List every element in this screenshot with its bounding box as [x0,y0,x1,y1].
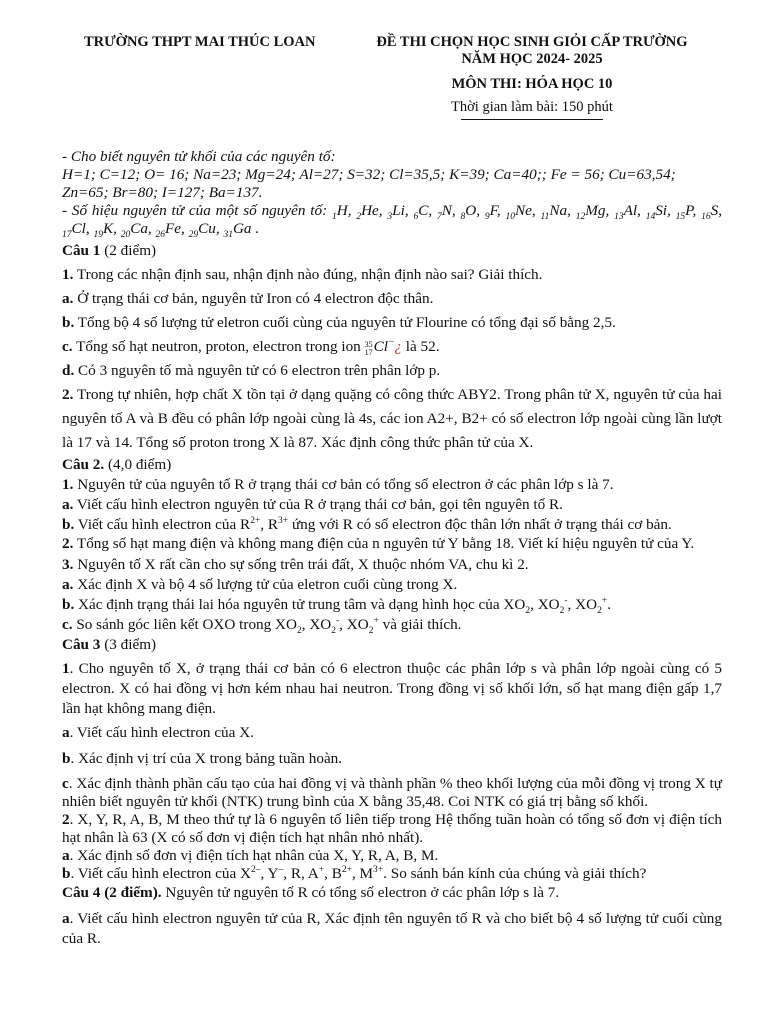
atomic-numbers-list: $_1$H, $_2$He, $_3$Li, $_6$C, $_7$N, $_8$O, $_9$F, $_{10}$Ne, $_{11}$Na, $_{12}$Mg, $_{13}$Al, $_{14}$Si, $_{15}$P, $_{16}$S, $_{17}$Cl, $_{19}$K, $_{20}$Ca, $_{26}$Fe, $_{29}$Cu, $_{31}$Ga [62,202,722,241]
q1-item-d [62,359,722,383]
ion-nuclide-numbers: 35 17 [364,340,373,357]
q3-part1: 1. Cho nguyên tố X, ở trạng thái cơ bản có 6 electron thuộc các phân lớp s và phân lớp ngoài cùng có 5 electron. X có hai đồng vị hơn kém nhau hai neutron. Trong đồng vị số khối lớn, số hạt mang điện gấp 1,7 lần hạt không mang điện. [62,660,722,717]
q1-points: (2 điểm) [100,242,157,259]
atomic-masses-line1: H=1; C=12; O= 16; Na=23; Mg=24; Al=27; S=32; Cl=35,5; K=39; Ca=40;; Fe = 56; Cu=63,54; [62,166,676,183]
atomic-number-entry: $_8$O [460,202,477,223]
q1-title: Câu 1 [62,242,101,259]
q3-item-a2: a. Xác định số đơn vị điện tích hạt nhân của X, Y, R, A, B, M. [62,847,439,864]
atomic-number-entry: $_{17}$Cl [62,220,86,241]
q4-text: Nguyên tử nguyên tố R có tổng số electron ở các phân lớp s là 7. [161,884,560,901]
q2-item-b: b. Viết cấu hình electron của $R^{2+}$, $R^{3+}$ ứng với R có số electron độc thân lớn nhất ở trạng thái cơ bản. [62,515,672,533]
exam-header [332,34,732,120]
q2-heading [62,455,722,475]
q2-item-c2: c. So sánh góc liên kết OXO trong $XO_2$, $XO_2^-$, $XO_2^+$ và giải thích. [62,615,462,637]
header-underline [461,119,603,120]
atomic-number-entry: $_{10}$Ne [505,202,532,223]
q1-part2-text: Trong tự nhiên, hợp chất X tồn tại ở dạng quặng có công thức ABY2. Trong phân tử X, nguyên tử của hai nguyên tố A và B đều có phân lớp ngoài cùng là 4s, các ion A2+, B2+ có số electron lớp ngoài cùng lần lượt là 17 và 14. Tổng số proton trong X là 87. Xác định công thức phân tử của X. [62,386,722,451]
q2-item-b2: b. Xác định trạng thái lai hóa nguyên tử trung tâm và dạng hình học của $XO_2$, $XO_2^-$, $XO_2^+$. [62,595,611,617]
q1-a-label: a. [62,290,74,307]
q2-part2: 2. Tổng số hạt mang điện và không mang điện của n nguyên tử Y bằng 18. Viết kí hiệu nguyên tử của Y. [62,535,695,552]
atomic-number-entry: $_9$F [484,202,497,223]
q3-heading: Câu 3 (3 điểm) [62,636,157,653]
atomic-number-entry: $_{14}$Si [645,202,668,223]
atomic-numbers-intro: - Số hiệu nguyên tử của một số nguyên tố: [62,202,328,219]
atomic-number-entry: $_{31}$Ga [223,220,252,241]
atomic-number-entry: $_6$C [413,202,429,223]
q1-item-c [62,335,722,359]
atomic-number-entry: $_{19}$K [93,220,114,241]
q1-part1 [62,263,722,287]
q1-part2-number: 2. [62,386,74,403]
atomic-mass-intro: - Cho biết nguyên tử khối của các nguyên tố: [62,148,336,165]
q1-c-text: Tổng số hạt neutron, proton, electron trong ion [72,338,365,355]
exam-title: ĐỀ THI CHỌN HỌC SINH GIỎI CẤP TRƯỜNG [376,34,688,50]
q1-c-text-end: là 52. [401,338,440,355]
atomic-number-entry: $_{11}$Na [540,202,568,223]
school-year: NĂM HỌC 2024- 2025 [461,51,603,67]
q1-part1-number: 1. [62,266,74,283]
school-name: TRƯỜNG THPT MAI THÚC LOAN [84,34,316,50]
q3-item-a: a. Viết cấu hình electron của X. [62,724,254,741]
atomic-number-entry: $_{16}$S [701,202,719,223]
atomic-numbers: - Số hiệu nguyên tử của một số nguyên tố: $_1$H, $_2$He, $_3$Li, $_6$C, $_7$N, $_8$O, $_9$F, $_{10}$Ne, $_{11}$Na, $_{12}$Mg, $_{13}$Al, $_{14}$Si, $_{15}$P, $_{16}$S, $_{17}$Cl, $_{19}$K, $_{20}$Ca, $_{26}$Fe, $_{29}$Cu, $_{31}$Ga . [62,202,722,241]
q2-part1: 1. Nguyên tử của nguyên tố R ở trạng thái cơ bản có tổng số electron ở các phân lớp s là 7. [62,476,614,493]
q3-item-b: b. Xác định vị trí của X trong bảng tuần hoàn. [62,750,343,767]
q1-heading [62,239,722,263]
atomic-number-entry: $_{15}$P [675,202,693,223]
q1-d-label: d. [62,362,75,379]
q2-item-a2: a. Xác định X và bộ 4 số lượng tử của eletron cuối cùng trong X. [62,576,458,593]
q1-part1-text: Trong các nhận định sau, nhận định nào đúng, nhận định nào sai? Giải thích. [73,266,543,283]
q4-title: Câu 4 (2 điểm). [62,884,162,901]
q2-item-a: a. Viết cấu hình electron nguyên tử của R ở trạng thái cơ bản, gọi tên nguyên tố R. [62,496,563,513]
exam-subject: MÔN THI: HÓA HỌC 10 [451,76,613,92]
atomic-number-entry: $_{13}$Al [614,202,638,223]
q1-b-text: Tổng bộ 4 số lượng tử eletron cuối cùng của nguyên tử Flourine có tổng đại số bằng 2,5. [74,314,616,331]
q1-c-label: c. [62,338,73,355]
q3-item-c: c. Xác định thành phần cấu tạo của hai đồng vị và thành phần % theo khối lượng của mỗi đồng vị trong X tự nhiên biết nguyên tử khối (NTK) trung bình của X bằng 35,48. Coi NTK có giá trị bằng số khối. [62,775,722,810]
atomic-number-entry: $_3$Li [387,202,405,223]
atomic-number-entry: $_{26}$Fe [155,220,182,241]
exam-duration: Thời gian làm bài: 150 phút [451,99,613,115]
q4-item-a: a. Viết cấu hình electron nguyên tử của R, Xác định tên nguyên tố R và cho biết bộ 4 số lượng tử cuối cùng của R. [62,910,722,947]
q1-b-label: b. [62,314,75,331]
q2-points: (4,0 điểm) [104,456,172,473]
q2-part3: 3. Nguyên tố X rất cần cho sự sống trên trái đất, X thuộc nhóm VA, chu kì 2. [62,556,529,573]
q1-item-b [62,311,722,335]
atomic-masses-line2: Zn=65; Br=80; I=127; Ba=137. [62,184,263,201]
q4-heading [62,883,722,903]
chloride-ion-symbol: 35 17Cl−¿ [364,337,402,357]
atomic-number-entry: $_1$H [331,202,348,223]
atomic-number-entry: $_{12}$Mg [575,202,606,223]
atomic-number-entry: $_7$N [436,202,452,223]
atomic-number-entry: $_2$He [356,202,379,223]
atomic-number-entry: $_{20}$Ca [120,220,148,241]
q3-item-b2: b. Viết cấu hình electron của $X^{2-}$, Y–, R, A+, $B^{2+}$, $M^{3+}$. So sánh bán kính của chúng và giải thích? [62,864,647,882]
q1-part2 [62,383,722,455]
q3-part2: 2. X, Y, R, A, B, M theo thứ tự là 6 nguyên tố liên tiếp trong Hệ thống tuần hoàn có tổng số đơn vị điện tích hạt nhân là 63 (X có số đơn vị điện tích hạt nhân nhỏ nhất). [62,811,722,846]
q1-a-text: Ở trạng thái cơ bản, nguyên tử Iron có 4 electron độc thân. [73,290,434,307]
q1-d-text: Có 3 nguyên tố mà nguyên tử có 6 electron trên phân lớp p. [74,362,441,379]
q1-item-a [62,287,722,311]
atomic-number-entry: $_{29}$Cu [188,220,216,241]
exam-body [62,148,722,949]
q2-title: Câu 2. [62,456,105,473]
